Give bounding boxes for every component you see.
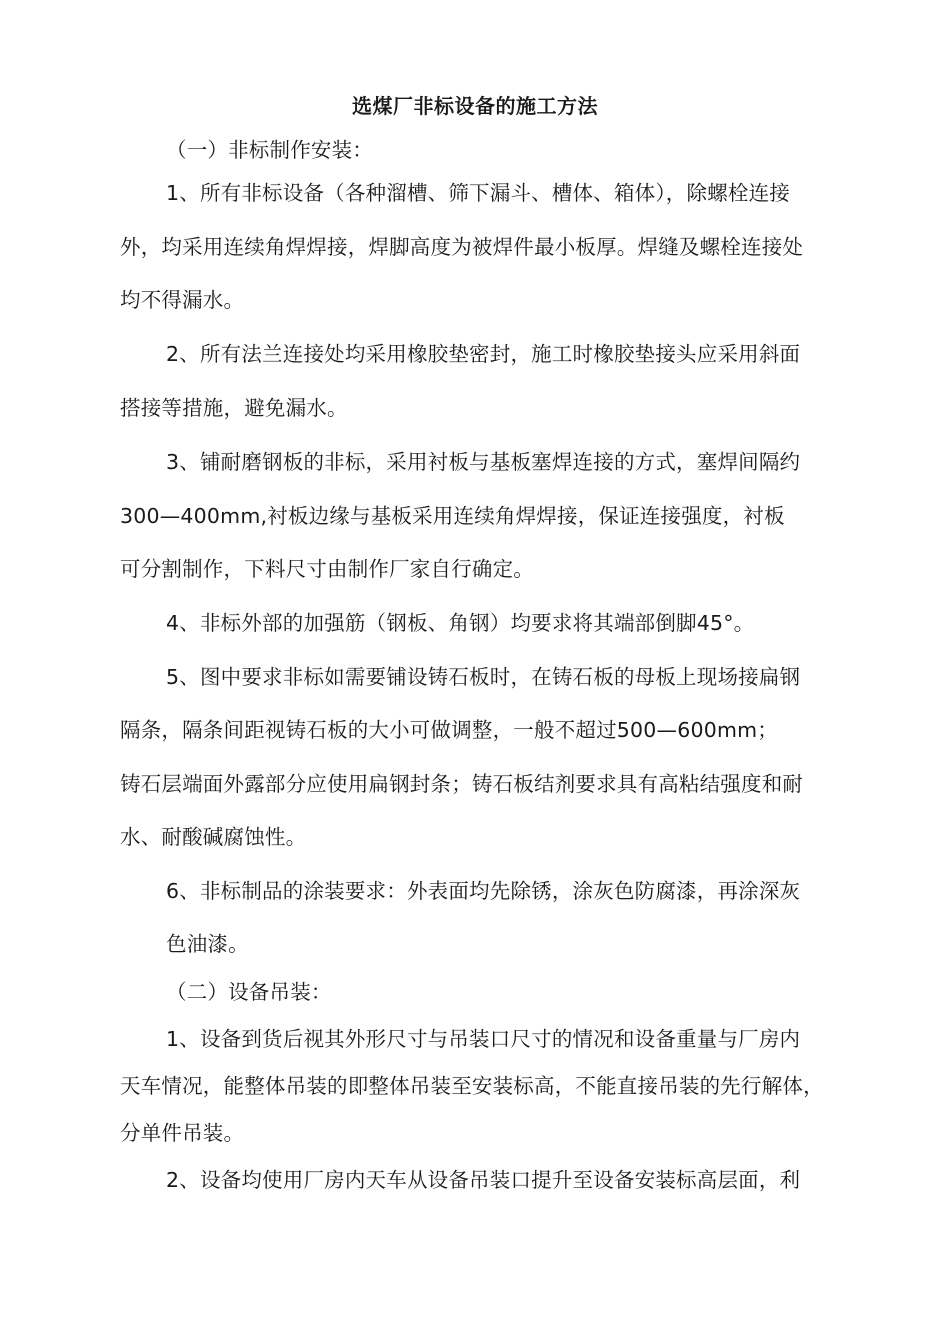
paragraph-line: 300—400mm,衬板边缘与基板采用连续角焊焊接，保证连接强度，衬板 [120,504,785,528]
paragraph-line: 隔条，隔条间距视铸石板的大小可做调整，一般不超过500—600mm； [120,718,778,742]
paragraph-line: 3、铺耐磨钢板的非标，采用衬板与基板塞焊连接的方式，塞焊间隔约 [166,450,801,474]
paragraph-line: 1、所有非标设备（各种溜槽、筛下漏斗、槽体、箱体），除螺栓连接 [166,181,790,205]
paragraph-line: 色油漆。 [166,932,249,956]
paragraph-line: 2、所有法兰连接处均采用橡胶垫密封，施工时橡胶垫接头应采用斜面 [166,342,801,366]
paragraph-line: 分单件吊装。 [120,1121,245,1145]
paragraph-line: 4、非标外部的加强筋（钢板、角钢）均要求将其端部倒脚45°。 [166,611,755,635]
paragraph-line: 外，均采用连续角焊焊接，焊脚高度为被焊件最小板厚。焊缝及螺栓连接处 [120,235,804,259]
document-title: 选煤厂非标设备的施工方法 [352,94,598,118]
paragraph-line: 搭接等措施，避免漏水。 [120,396,348,420]
paragraph-line: 水、耐酸碱腐蚀性。 [120,825,307,849]
paragraph-line: 铸石层端面外露部分应使用扁钢封条；铸石板结剂要求具有高粘结强度和耐 [120,772,804,796]
paragraph-line: 1、设备到货后视其外形尺寸与吊装口尺寸的情况和设备重量与厂房内 [166,1027,801,1051]
paragraph-line: 5、图中要求非标如需要铺设铸石板时，在铸石板的母板上现场接扁钢 [166,665,801,689]
paragraph-line: 天车情况，能整体吊装的即整体吊装至安装标高，不能直接吊装的先行解体， [120,1074,824,1098]
paragraph-line: 6、非标制品的涂装要求：外表面均先除锈，涂灰色防腐漆，再涂深灰 [166,879,801,903]
section-heading-fabrication: （一）非标制作安装： [166,138,373,162]
section-heading-hoisting: （二）设备吊装： [166,980,332,1004]
paragraph-line: 均不得漏水。 [120,288,245,312]
paragraph-line: 可分割制作，下料尺寸由制作厂家自行确定。 [120,557,534,581]
paragraph-line: 2、设备均使用厂房内天车从设备吊装口提升至设备安装标高层面，利 [166,1168,801,1192]
